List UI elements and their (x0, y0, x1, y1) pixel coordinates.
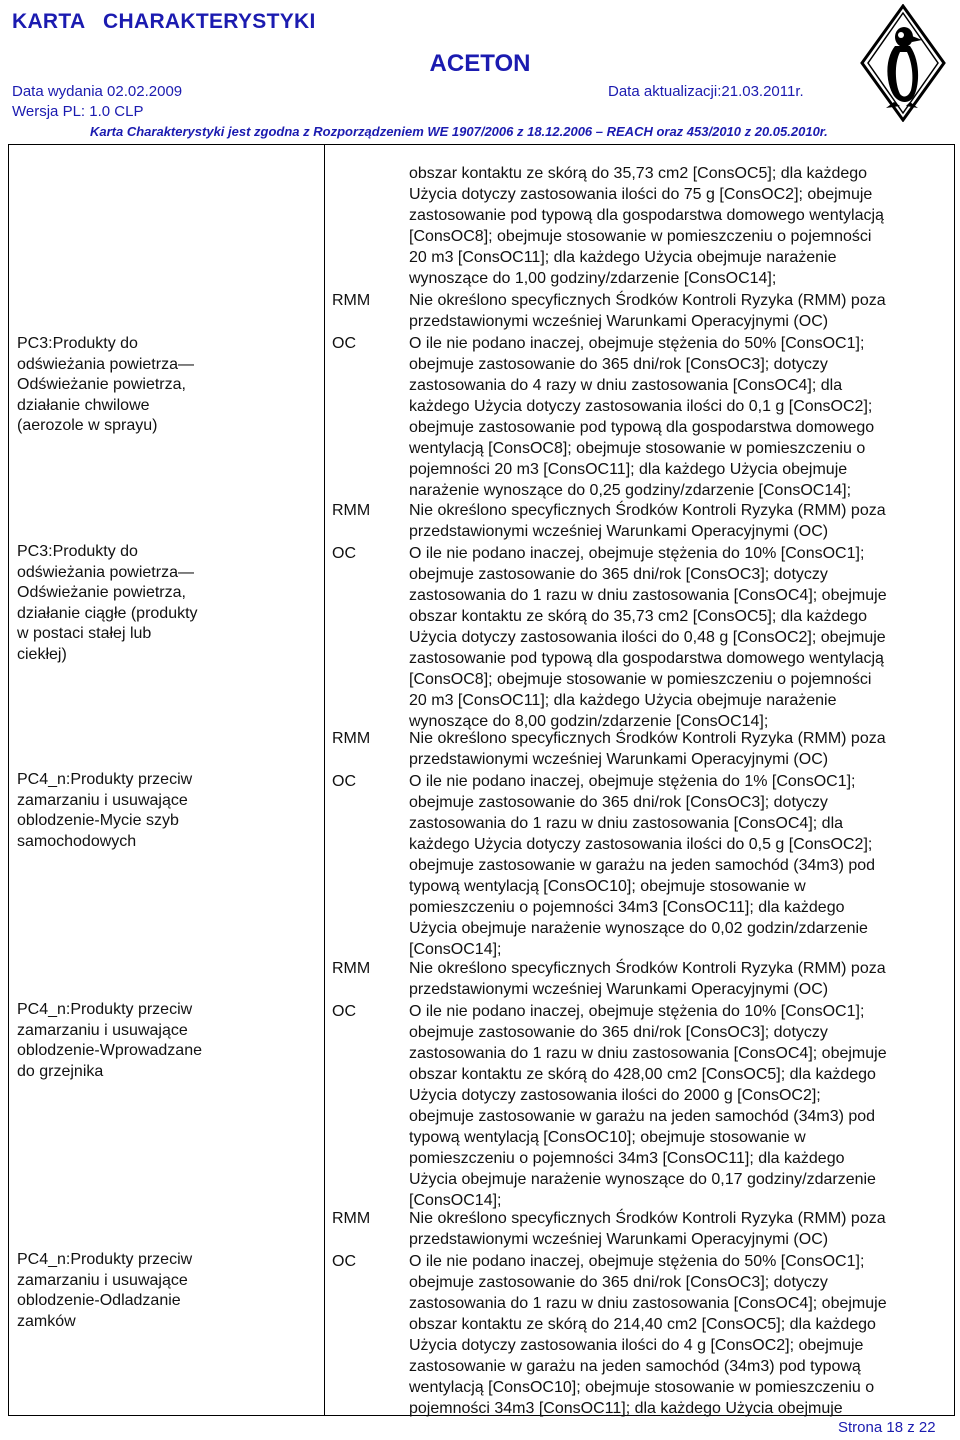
measure-code: OC (332, 773, 356, 790)
description-line: zastosowania do 1 razu w dniu zastosowania [ConsOC4]; obejmuje (409, 1045, 887, 1062)
product-category-line: oblodzenie-Mycie szyb (17, 812, 179, 829)
description-line: typową wentylacją [ConsOC10]; obejmuje stosowanie w (409, 878, 806, 895)
measure-description (409, 958, 955, 1000)
product-category-block (17, 770, 217, 852)
description-line: O ile nie podano inaczej, obejmuje stężenia do 50% [ConsOC1]; (409, 1253, 865, 1270)
description-line: O ile nie podano inaczej, obejmuje stężenia do 10% [ConsOC1]; (409, 545, 865, 562)
measure-code: RMM (332, 730, 371, 747)
column-divider (324, 144, 325, 1416)
product-category-block (17, 542, 217, 665)
product-category-line: samochodowych (17, 832, 137, 850)
description-line: obszar kontaktu ze skórą do 428,00 cm2 [ConsOC5]; dla każdego (409, 1066, 876, 1083)
description-line: zastosowanie pod typową dla gospodarstwa domowego wentylacją (409, 207, 884, 224)
description-line: obszar kontaktu ze skórą do 214,40 cm2 [ConsOC5]; dla każdego (409, 1316, 876, 1333)
product-category-line: ciekłej) (17, 645, 67, 663)
product-category-line: PC4_n:Produkty przeciw (17, 1001, 193, 1018)
description-line: obejmuje zastosowanie do 365 dni/rok [ConsOC3]; dotyczy (409, 356, 828, 373)
description-line: przedstawionymi wcześniej Warunkami Operacyjnymi (OC) (409, 1231, 829, 1248)
description-line: typową wentylacją [ConsOC10]; obejmuje stosowanie w (409, 1129, 806, 1146)
description-line: obejmuje zastosowanie pod typową dla gospodarstwa domowego (409, 419, 875, 436)
description-line: narażenie wynoszące do 0,25 godziny/zdarzenie [ConsOC14]; (409, 482, 852, 499)
measure-code: OC (332, 335, 356, 352)
description-line: obejmuje zastosowanie do 365 dni/rok [ConsOC3]; dotyczy (409, 1024, 828, 1041)
description-line: [ConsOC14]; (409, 941, 502, 958)
description-line: pomieszczeniu o pojemności 34m3 [ConsOC11]; dla każdego (409, 1150, 845, 1167)
description-line: Użycia dotyczy zastosowania ilości do 0,48 g [ConsOC2]; obejmuje (409, 629, 886, 646)
description-line: obejmuje zastosowanie w garażu na jeden samochód (34m3) pod (409, 1108, 876, 1125)
product-category-line: PC4_n:Produkty przeciw (17, 771, 193, 788)
penguin-logo-icon (860, 4, 946, 122)
description-line: przedstawionymi wcześniej Warunkami Operacyjnymi (OC) (409, 523, 829, 540)
product-category-line: odświeżania powietrza— (17, 563, 194, 581)
product-category-line: Odświeżanie powietrza, (17, 584, 186, 601)
product-name: ACETON (429, 50, 531, 77)
compliance-note: Karta Charakterystyki jest zgodna z Rozporządzeniem WE 1907/2006 z 18.12.2006 – REACH oraz 453/2010 z 20.05.2010r. (90, 124, 828, 139)
measure-code: RMM (332, 292, 371, 309)
description-line: Użycia dotyczy zastosowania ilości do 75 g [ConsOC2]; obejmuje (409, 186, 873, 203)
description-line: Nie określono specyficznych Środków Kontroli Ryzyka (RMM) poza (409, 292, 886, 309)
measure-description (409, 333, 955, 501)
description-line: 20 m3 [ConsOC11]; dla każdego Użycia obejmuje narażenie (409, 692, 837, 709)
product-category-line: oblodzenie-Wprowadzane (17, 1042, 202, 1059)
product-category-block (17, 1250, 217, 1332)
description-line: zastosowanie w garażu na jeden samochód (34m3) pod typową (409, 1358, 861, 1375)
description-line: O ile nie podano inaczej, obejmuje stężenia do 10% [ConsOC1]; (409, 1003, 865, 1020)
measure-code: RMM (332, 960, 371, 977)
description-line: obszar kontaktu ze skórą do 35,73 cm2 [ConsOC5]; dla każdego (409, 608, 868, 625)
description-line: obszar kontaktu ze skórą do 35,73 cm2 [ConsOC5]; dla każdego (409, 165, 868, 182)
description-line: pojemności 34m3 [ConsOC11]; dla każdego Użycia obejmuje (409, 1400, 843, 1417)
description-line: pomieszczeniu o pojemności 34m3 [ConsOC11]; dla każdego (409, 899, 845, 916)
description-line: wentylacją [ConsOC10]; obejmuje stosowanie w pomieszczeniu o (409, 1379, 875, 1396)
description-line: obejmuje zastosowanie w garażu na jeden samochód (34m3) pod (409, 857, 876, 874)
description-line: obejmuje zastosowanie do 365 dni/rok [ConsOC3]; dotyczy (409, 566, 828, 583)
description-line: obejmuje zastosowanie do 365 dni/rok [ConsOC3]; dotyczy (409, 1274, 828, 1291)
product-category-line: zamarzaniu i usuwające (17, 1271, 188, 1289)
description-line: Nie określono specyficznych Środków Kontroli Ryzyka (RMM) poza (409, 960, 886, 977)
product-category-line: zamków (17, 1312, 76, 1330)
issue-date: Data wydania 02.02.2009 (12, 83, 183, 100)
description-line: zastosowanie pod typową dla gospodarstwa domowego wentylacją (409, 650, 884, 667)
description-line: obejmuje zastosowanie do 365 dni/rok [ConsOC3]; dotyczy (409, 794, 828, 811)
measure-code: OC (332, 545, 356, 562)
description-line: Nie określono specyficznych Środków Kontroli Ryzyka (RMM) poza (409, 502, 886, 519)
measure-description (409, 543, 955, 732)
product-category-line: zamarzaniu i usuwające (17, 791, 188, 809)
measure-code: RMM (332, 1210, 371, 1227)
product-category-line: PC3:Produkty do (17, 543, 138, 560)
measure-description (409, 163, 955, 289)
description-line: zastosowania do 1 razu w dniu zastosowania [ConsOC4]; obejmuje (409, 587, 887, 604)
measure-description (409, 1251, 955, 1419)
description-line: zastosowania do 4 razy w dniu zastosowania [ConsOC4]; dla (409, 377, 843, 394)
product-category-block (17, 334, 217, 437)
description-line: wynoszące do 8,00 godzin/zdarzenie [ConsOC14]; (409, 713, 769, 730)
product-category-line: odświeżania powietrza— (17, 355, 194, 373)
description-line: przedstawionymi wcześniej Warunkami Operacyjnymi (OC) (409, 313, 829, 330)
description-line: wentylacją [ConsOC8]; obejmuje stosowanie w pomieszczeniu o (409, 440, 866, 457)
measure-description (409, 290, 955, 332)
description-line: każdego Użycia dotyczy zastosowania ilości do 0,5 g [ConsOC2]; (409, 836, 873, 853)
product-category-line: działanie chwilowe (17, 396, 150, 414)
description-line: Użycia dotyczy zastosowania ilości do 4 g [ConsOC2]; obejmuje (409, 1337, 864, 1354)
measure-code: OC (332, 1003, 356, 1020)
product-category-line: w postaci stałej lub (17, 625, 152, 642)
description-line: przedstawionymi wcześniej Warunkami Operacyjnymi (OC) (409, 981, 829, 998)
product-category-block (17, 1000, 217, 1082)
version-label: Wersja PL: 1.0 CLP (12, 103, 144, 120)
page-number: Strona 18 z 22 (838, 1419, 936, 1436)
product-category-line: (aerozole w sprayu) (17, 417, 158, 434)
product-category-line: PC4_n:Produkty przeciw (17, 1251, 193, 1268)
product-category-line: do grzejnika (17, 1062, 104, 1080)
product-category-line: zamarzaniu i usuwające (17, 1021, 188, 1039)
measure-code: RMM (332, 502, 371, 519)
measure-description (409, 1208, 955, 1250)
update-date: Data aktualizacji:21.03.2011r. (608, 83, 804, 100)
description-line: Użycia dotyczy zastosowania ilości do 2000 g [ConsOC2]; (409, 1087, 821, 1104)
description-line: [ConsOC14]; (409, 1192, 502, 1209)
description-line: Użycia obejmuje narażenie wynoszące do 0,02 godzin/zdarzenie (409, 920, 868, 937)
description-line: O ile nie podano inaczej, obejmuje stężenia do 50% [ConsOC1]; (409, 335, 865, 352)
description-line: [ConsOC8]; obejmuje stosowanie w pomieszczeniu o pojemności (409, 671, 872, 688)
description-line: każdego Użycia dotyczy zastosowania ilości do 0,1 g [ConsOC2]; (409, 398, 873, 415)
measure-description (409, 771, 955, 960)
description-line: 20 m3 [ConsOC11]; dla każdego Użycia obejmuje narażenie (409, 249, 837, 266)
product-category-line: Odświeżanie powietrza, (17, 376, 186, 393)
description-line: zastosowania do 1 razu w dniu zastosowania [ConsOC4]; dla (409, 815, 844, 832)
product-category-line: działanie ciągłe (produkty (17, 604, 198, 622)
description-line: Użycia obejmuje narażenie wynoszące do 0,17 godziny/zdarzenie (409, 1171, 876, 1188)
measure-code: OC (332, 1253, 356, 1270)
description-line: Nie określono specyficznych Środków Kontroli Ryzyka (RMM) poza (409, 730, 886, 747)
measure-description (409, 500, 955, 542)
measure-description (409, 1001, 955, 1211)
description-line: wynoszące do 1,00 godziny/zdarzenie [ConsOC14]; (409, 270, 777, 287)
description-line: O ile nie podano inaczej, obejmuje stężenia do 1% [ConsOC1]; (409, 773, 856, 790)
description-line: pojemności 20 m3 [ConsOC11]; dla każdego Użycia obejmuje (409, 461, 848, 478)
description-line: przedstawionymi wcześniej Warunkami Operacyjnymi (OC) (409, 751, 829, 768)
description-line: Nie określono specyficznych Środków Kontroli Ryzyka (RMM) poza (409, 1210, 886, 1227)
product-category-line: oblodzenie-Odladzanie (17, 1292, 181, 1309)
description-line: [ConsOC8]; obejmuje stosowanie w pomieszczeniu o pojemności (409, 228, 872, 245)
product-category-line: PC3:Produkty do (17, 335, 138, 352)
document-title: KARTA CHARAKTERYSTYKI (12, 10, 316, 33)
measure-description (409, 728, 955, 770)
description-line: zastosowania do 1 razu w dniu zastosowania [ConsOC4]; obejmuje (409, 1295, 887, 1312)
